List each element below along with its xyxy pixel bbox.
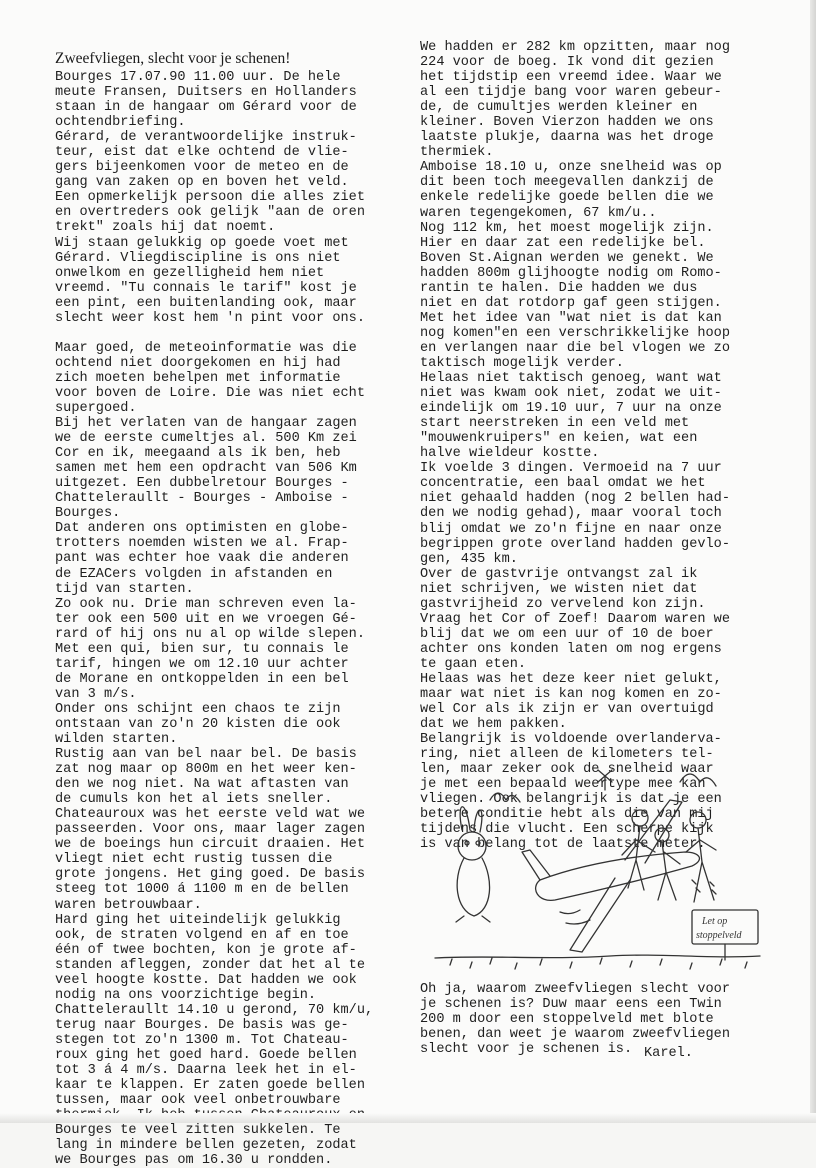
page-edge-shadow (810, 0, 816, 1123)
rabbit-feet (456, 916, 490, 922)
ground-line (435, 955, 760, 958)
person-body (658, 842, 680, 900)
cartoon-illustration (430, 760, 765, 978)
stubble-marks (450, 958, 747, 969)
left-column (55, 70, 410, 1168)
person-body (686, 828, 716, 902)
rabbit-ears (460, 807, 482, 832)
paragraph: We hadden er 282 km opzitten, maar nog 224 voor de boeg. Ik vond dit gezien het tijdstip een vreemd idee. Waar we al een tijdje bang voor waren gebeur- de, de cumultjes werden kleiner en kleiner. Boven Vierzon hadden we ons laatste plukje, daarna was het droge thermiek. Amboise 18.10 u, onze snelheid was op dit been toch meegevallen dankzij de enkele redelijke goede bellen die we waren tegengekomen, 67 km/u.. Nog 112 km, het moest mogelijk zijn. Hier en daar zat een redelijke bel. Boven St.Aignan werden we genekt. We hadden 800m glijhoogte nodig om Romo- rantin te halen. Die hadden we dus niet en dat rotdorp gaf geen stijgen. Met het idee van "wat niet is dat kan nog komen"en een verschrikkelijke hoop en verlangen naar die bel vlogen we zo taktisch mogelijk verder. Helaas niet taktisch genoeg, want wat niet was kwam ook niet, zodat we uit- eindelijk om 19.10 uur, 7 uur na onze start neerstreken in een veld met "mouwenkruipers" en keien, wat een halve wieldeur kostte. Ik voelde 3 dingen. Vermoeid na 7 uur concentratie, een baal omdat we het niet gehaald hadden (nog 2 bellen had- den we nodig gehad), maar vooral toch blij omdat we zo'n fijne en naar onze begrippen grote overland hadden gevlo- gen, 435 km. Over de gastvrije ontvangst zal ik niet schrijven, we wisten niet dat gastvrijheid zo vervelend kon zijn. Vraag het Cor of Zoef! Daarom waren we blij dat we om een uur of 10 de boer achter ons konden laten om nog ergens te gaan eten. Helaas was het deze keer niet gelukt, maar wat niet is kan nog komen en zo- wel Cor als ik zijn er van overtuigd dat we hem pakken. Belangrijk is voldoende overlanderva- ring, niet alleen de kilometers tel- len, maar zeker ook de snelheid waar je met een bepaald weertype mee kan vliegen. Ook belangrijk is dat je een betere conditie hebt als die van mij tijdens die vlucht. Een scherpe kijk is van belang tot de laatste meter. (420, 40, 730, 853)
dust-lines (560, 910, 590, 924)
rabbit-head (458, 832, 486, 860)
glider-fuselage (536, 852, 700, 900)
paragraph-gap (55, 326, 410, 341)
closing-paragraph (420, 982, 792, 1057)
page-bottom-shadow (0, 1113, 816, 1123)
sign-line-1: Let op (702, 916, 728, 927)
rabbit-eye (476, 841, 480, 845)
paragraph: Bourges 17.07.90 11.00 uur. De hele meute Fransen, Duitsers en Hollanders staan in de hangaar om Gérard voor de ochtendbriefing. Gérard, de verantwoordelijke instruk- teur, eist dat elke ochtend de vlie- gers bijeenkomen voor de meteo en de gang van zaken op en boven het veld. Een opmerkelijk persoon die alles ziet en overtreders ook gelijk "aan de oren trekt" zoals hij dat noemt. Wij staan gelukkig op goede voet met Gérard. Vliegdiscipline is ons niet onwelkom en gezelligheid hem niet vreemd. "Tu connais le tarif" kost je een pint, een buitenlanding ook, maar slecht weer kost hem 'n pint voor ons. (55, 70, 365, 326)
author-signature: Karel. (644, 1046, 693, 1061)
person-head (632, 810, 648, 826)
paragraph: Maar goed, de meteoinformatie was die ochtend niet doorgekomen en hij had zich moeten behelpen met informatie voor boven de Loire. Die was niet echt supergoed. Bij het verlaten van de hangaar zagen we de eerste cumeltjes al. 500 Km zei Cor en ik, meegaand als ik ben, heb samen met hem een opdracht van 506 Km uitgezet. Een dubbelretour Bourges - Chatteleraullt - Bourges - Amboise - Bourges. Dat anderen ons optimisten en globe- trotters noemden wisten we al. Frap- pant was echter hoe vaak die anderen de EZACers volgden in afstanden en tijd van starten. Zo ook nu. Drie man schreven even la- ter ook een 500 uit en we vroegen Gé- rard of hij ons nu al op wilde slepen. Met een qui, bien sur, tu connais le tarif, hingen we om 12.10 uur achter de Morane en ontkoppelden in een bel van 3 m/s. Onder ons schijnt een chaos te zijn ontstaan van zo'n 20 kisten die ook wilden starten. Rustig aan van bel naar bel. De basis zat nog maar op 800m en het weer ken- den we nog niet. Na wat aftasten van de cumuls kon het al iets sneller. Chateauroux was het eerste veld wat we passeerden. Voor ons, maar lager zagen we de boeings hun circuit draaien. Het vliegt niet echt rustig tussen die grote jongens. Het ging goed. De basis steeg tot 1000 á 1100 m en de bellen waren betrouwbaar. Hard ging het uiteindelijk gelukkig ook, de straten volgend en af en toe één of twee bochten, kon je grote af- standen afleggen, zonder dat het al te veel hoogte kostte. Dat hadden we ook nodig na ons voorzichtige begin. Chatteleraullt 14.10 u gerond, 70 km/u, terug naar Bourges. De basis was ge- stegen tot zo'n 1300 m. Tot Chateau- roux ging het goed hard. Goede bellen tot 3 á 4 m/s. Daarna leek het in el- kaar te klappen. Er zaten goede bellen tussen, maar ook veel onbetrouwbare Bourges te veel zitten sukkelen. Te lang in mindere bellen gezeten, zodat we Bourges pas om 16.30 u rondden. (55, 340, 374, 1168)
article-title: Zweefvliegen, slecht voor je schenen! (55, 50, 291, 67)
rabbit-body (457, 858, 489, 916)
windmill-icon (598, 770, 612, 790)
sign-line-2: stoppelveld (696, 930, 742, 941)
right-column (420, 40, 792, 853)
paragraph: Oh ja, waarom zweefvliegen slecht voor je schenen is? Duw maar eens een Twin 200 m door een stoppelveld met blote benen, dan weet je waarom zweefvliegen slecht voor je schenen is. (420, 982, 730, 1058)
person-head (690, 812, 706, 828)
glider-tail (522, 850, 550, 880)
rabbit-eye (465, 841, 469, 845)
